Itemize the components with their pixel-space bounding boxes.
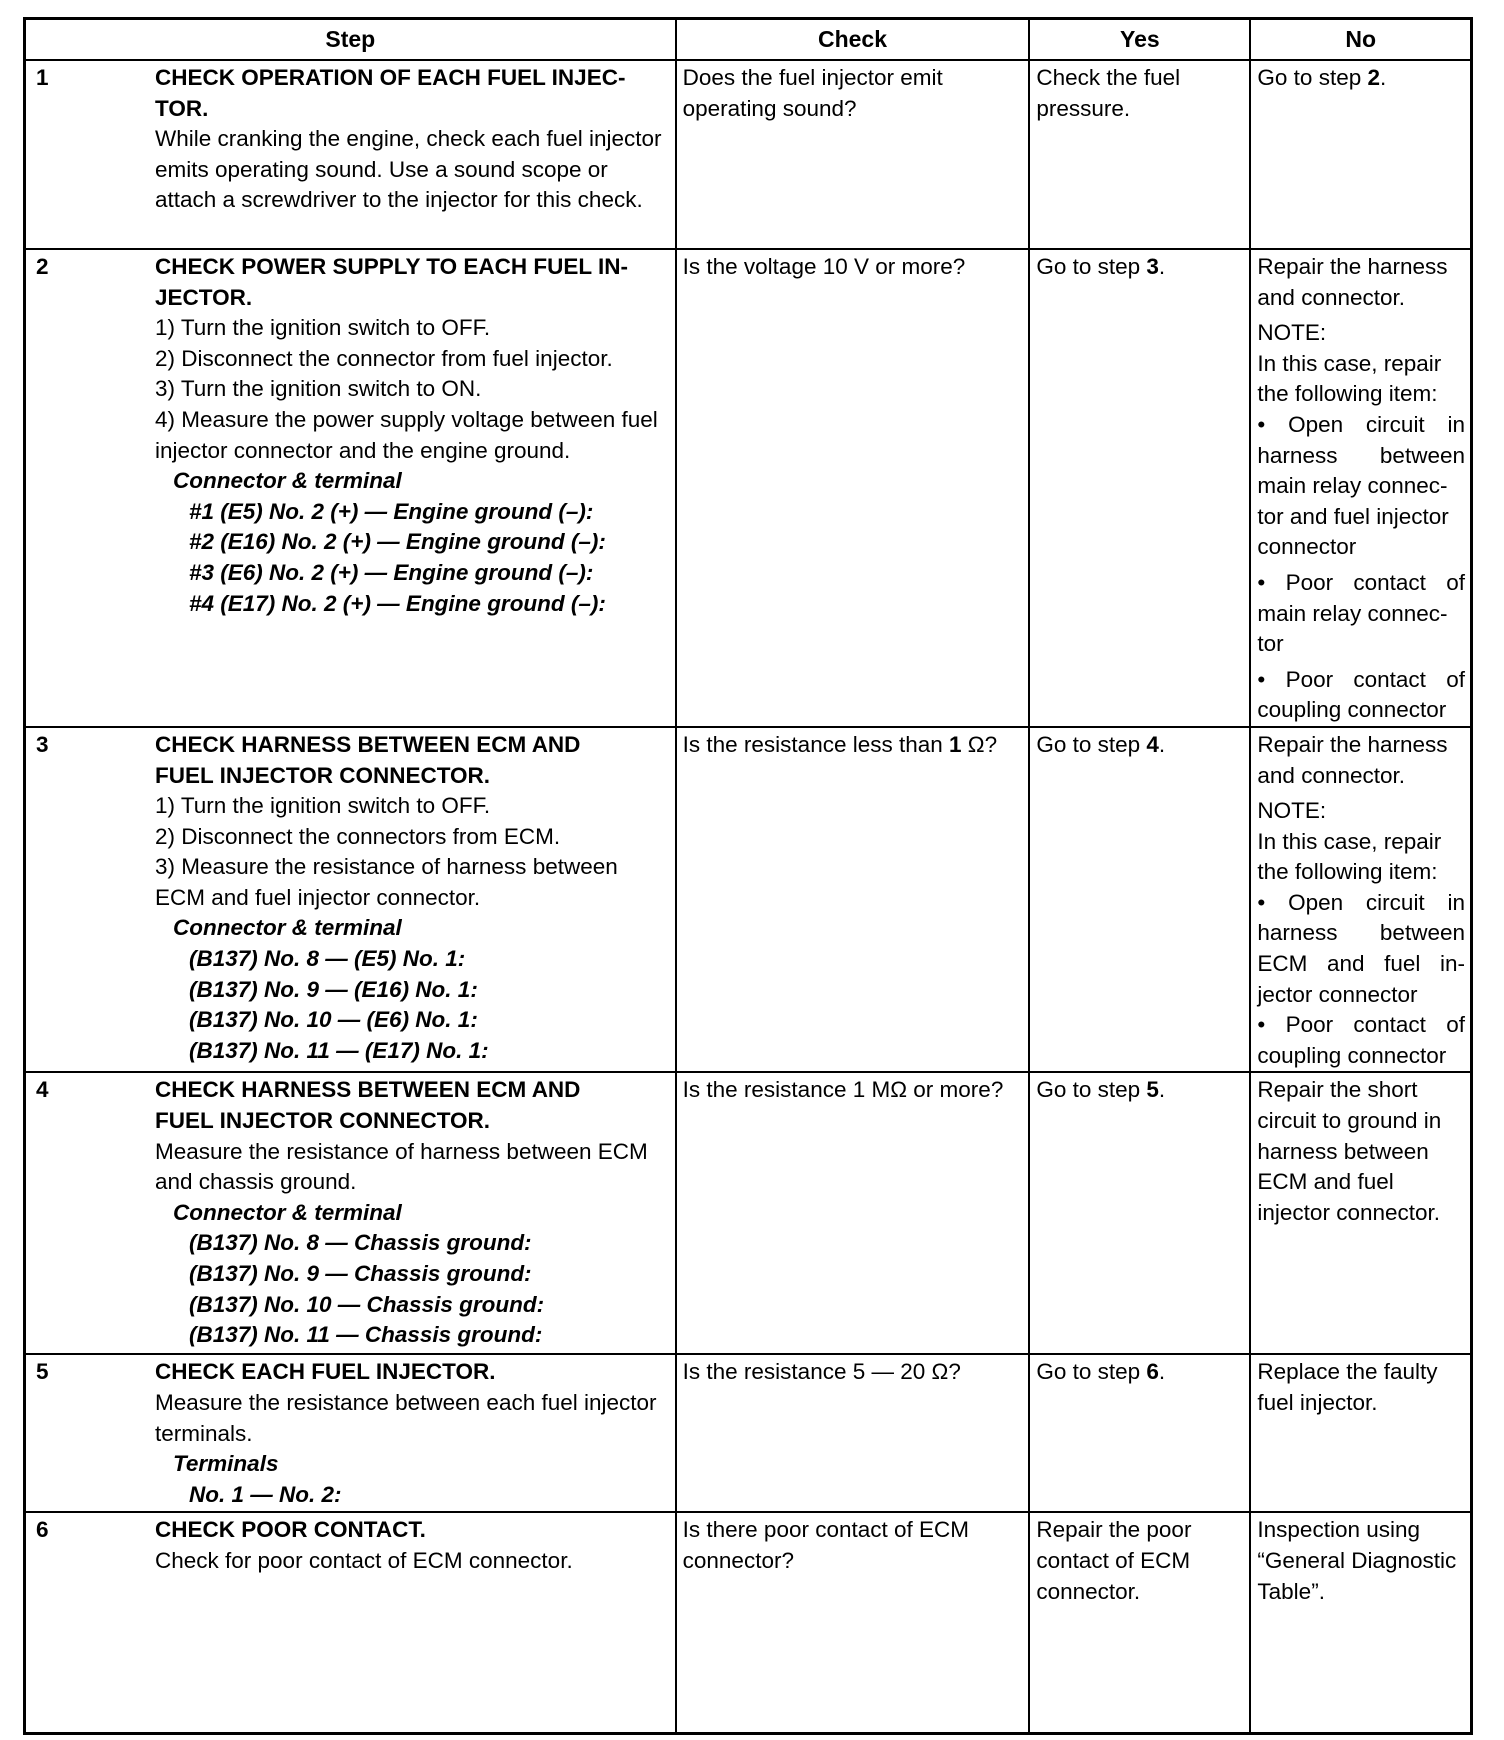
table-row <box>25 727 1472 1073</box>
step-cell <box>25 727 676 1073</box>
step-text: Check for poor contact of ECM connector. <box>155 1548 573 1574</box>
procedure-step: 1) Turn the ignition switch to OFF. <box>155 315 491 341</box>
step-number: 2 <box>36 254 49 279</box>
step-title: CHECK OPERATION OF EACH FUEL INJEC- TOR. <box>155 65 626 121</box>
terminal-item: (B137) No. 11 — (E17) No. 1: <box>189 1037 489 1063</box>
terminal-item: No. 1 — No. 2: <box>189 1481 342 1507</box>
header-no: No <box>1250 19 1471 61</box>
note-bullet: • Poor contact of <box>1257 1010 1465 1041</box>
connector-terminal-label: Connector & terminal <box>173 915 402 941</box>
note-bullet: • Open circuit in <box>1257 410 1465 441</box>
yes-cell: Go to step 3. <box>1029 249 1250 727</box>
terminal-item: (B137) No. 9 — (E16) No. 1: <box>189 976 478 1002</box>
step-cell <box>25 1512 676 1733</box>
yes-cell: Go to step 4. <box>1029 727 1250 1073</box>
procedure-step: 3) Measure the resistance of harness between ECM and fuel injector connector. <box>155 854 618 910</box>
step-cell <box>25 249 676 727</box>
step-cell <box>25 1354 676 1512</box>
table-row <box>25 1354 1472 1512</box>
yes-cell: Check the fuel pressure. <box>1029 60 1250 249</box>
terminal-item: (B137) No. 10 — (E6) No. 1: <box>189 1007 478 1033</box>
table-row <box>25 60 1472 249</box>
step-title: CHECK HARNESS BETWEEN ECM AND FUEL INJECTOR CONNECTOR. <box>155 731 581 788</box>
procedure-step: 1) Turn the ignition switch to OFF. <box>155 793 491 819</box>
no-cell: Repair the short circuit to ground in harness between ECM and fuel injector connector. <box>1250 1072 1471 1354</box>
note-bullet: • Poor contact of <box>1257 665 1465 696</box>
yes-cell: Go to step 6. <box>1029 1354 1250 1512</box>
terminal-item: (B137) No. 9 — Chassis ground: <box>189 1261 532 1286</box>
terminal-item: #3 (E6) No. 2 (+) — Engine ground (–): <box>189 559 594 585</box>
table-row <box>25 249 1472 727</box>
table-row <box>25 1512 1472 1733</box>
step-cell <box>25 60 676 249</box>
step-number: 6 <box>36 1517 49 1543</box>
no-cell: Replace the faulty fuel injector. <box>1250 1354 1471 1512</box>
step-text: Measure the resistance of harness between ECM and chassis ground. <box>155 1138 648 1195</box>
diagnostic-table <box>23 17 1473 1735</box>
note-label: NOTE: <box>1257 320 1327 346</box>
no-cell: Repair the harness and connector. NOTE: In this case, repair the following item: • Open circuit in harness between ECM and fuel in- jector connector • Poor contact of coupling connector <box>1250 727 1471 1073</box>
terminal-item: (B137) No. 10 — Chassis ground: <box>189 1291 545 1317</box>
connector-terminal-label: Connector & terminal <box>173 468 402 494</box>
step-title: CHECK EACH FUEL INJECTOR. <box>155 1359 496 1385</box>
check-cell: Is the resistance 5 — 20 Ω? <box>676 1354 1030 1512</box>
procedure-step: 2) Disconnect the connectors from ECM. <box>155 823 561 849</box>
no-cell: Go to step 2. <box>1250 60 1471 249</box>
terminal-item: #1 (E5) No. 2 (+) — Engine ground (–): <box>189 498 594 524</box>
note-label: NOTE: <box>1257 798 1327 824</box>
table-row <box>25 1072 1472 1354</box>
terminals-label: Terminals <box>173 1451 279 1477</box>
procedure-step: 4) Measure the power supply voltage between fuel injector connector and the engine ground. <box>155 406 658 463</box>
note-bullet: • Open circuit in <box>1257 888 1465 919</box>
terminal-item: (B137) No. 8 — Chassis ground: <box>189 1230 532 1256</box>
step-number: 5 <box>36 1359 49 1385</box>
check-cell: Is the resistance 1 MΩ or more? <box>676 1072 1030 1354</box>
header-yes: Yes <box>1029 19 1250 61</box>
step-number: 3 <box>36 731 49 757</box>
step-title: CHECK POOR CONTACT. <box>155 1517 426 1543</box>
step-cell <box>25 1072 676 1354</box>
header-step: Step <box>25 19 676 61</box>
procedure-step: 3) Turn the ignition switch to ON. <box>155 376 482 402</box>
terminal-item: #4 (E17) No. 2 (+) — Engine ground (–): <box>189 590 606 616</box>
check-cell: Is there poor contact of ECM connector? <box>676 1512 1030 1733</box>
check-cell: Does the fuel injector emit operating sound? <box>676 60 1030 249</box>
terminal-item: (B137) No. 8 — (E5) No. 1: <box>189 946 466 972</box>
step-title: CHECK HARNESS BETWEEN ECM AND FUEL INJECTOR CONNECTOR. <box>155 1077 581 1134</box>
check-cell: Is the resistance less than 1 Ω? <box>676 727 1030 1073</box>
step-number: 4 <box>36 1077 49 1103</box>
step-number: 1 <box>36 65 49 90</box>
no-cell: Inspection using “General Diagnostic Table”. <box>1250 1512 1471 1733</box>
header-row <box>25 19 1472 61</box>
yes-cell: Repair the poor contact of ECM connector. <box>1029 1512 1250 1733</box>
step-text: Measure the resistance between each fuel injector terminals. <box>155 1390 657 1446</box>
step-text: While cranking the engine, check each fuel injector emits operating sound. Use a sound scope or attach a screwdriver to the injector for this check. <box>155 126 662 213</box>
no-cell: Repair the harness and connector. NOTE: In this case, repair the following item: • Open circuit in harness between main relay connec- tor and fuel injector connector • Poor contact of main relay connec- tor • Poor contact of coupling connector <box>1250 249 1471 727</box>
step-title: CHECK POWER SUPPLY TO EACH FUEL IN- JECTOR. <box>155 254 628 310</box>
terminal-item: #2 (E16) No. 2 (+) — Engine ground (–): <box>189 529 606 555</box>
check-cell: Is the voltage 10 V or more? <box>676 249 1030 727</box>
header-check: Check <box>676 19 1030 61</box>
yes-cell: Go to step 5. <box>1029 1072 1250 1354</box>
connector-terminal-label: Connector & terminal <box>173 1199 402 1225</box>
note-bullet: • Poor contact of <box>1257 568 1465 599</box>
terminal-item: (B137) No. 11 — Chassis ground: <box>189 1322 543 1348</box>
procedure-step: 2) Disconnect the connector from fuel injector. <box>155 345 613 371</box>
